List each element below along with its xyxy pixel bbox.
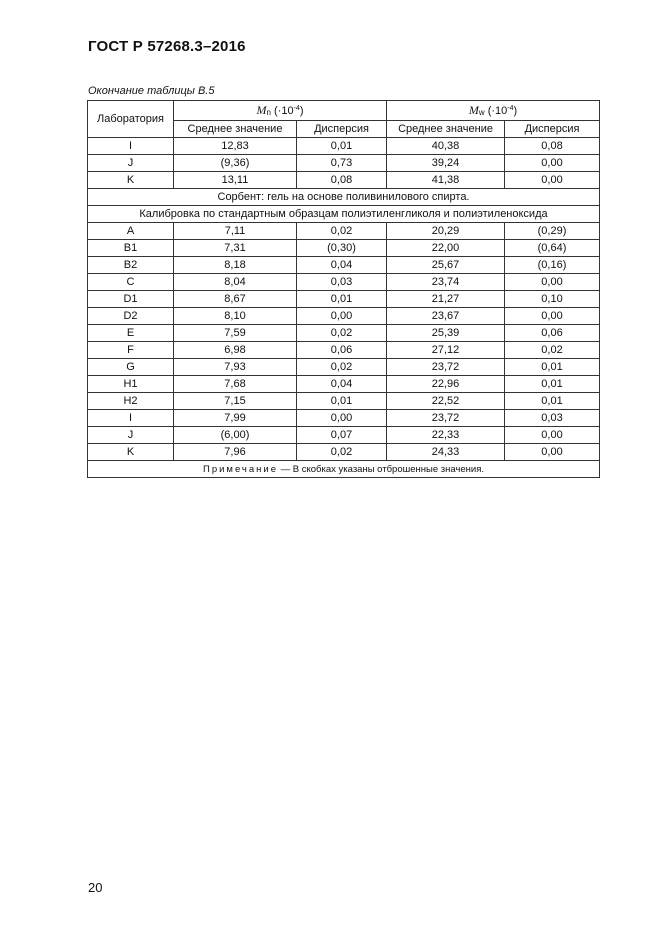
cell-mn-mean: 6,98: [174, 342, 297, 359]
cell-mw-variance: 0,00: [505, 308, 600, 325]
cell-mw-variance: 0,10: [505, 291, 600, 308]
cell-mw-mean: 41,38: [387, 172, 505, 189]
cell-mn-mean: 12,83: [174, 138, 297, 155]
cell-laboratory: A: [88, 223, 174, 240]
cell-laboratory: H2: [88, 393, 174, 410]
cell-mn-variance: 0,73: [297, 155, 387, 172]
table-row: [88, 376, 600, 393]
cell-mn-variance: 0,02: [297, 359, 387, 376]
cell-mn-variance: 0,01: [297, 138, 387, 155]
cell-mn-variance: 0,08: [297, 172, 387, 189]
cell-laboratory: I: [88, 410, 174, 427]
cell-mw-variance: (0,29): [505, 223, 600, 240]
mn-subscript: n: [266, 108, 271, 117]
cell-mn-mean: 7,15: [174, 393, 297, 410]
subheader-mw-variance: Дисперсия: [505, 121, 600, 138]
table-row: [88, 342, 600, 359]
cell-laboratory: D1: [88, 291, 174, 308]
cell-mn-mean: 8,67: [174, 291, 297, 308]
cell-mw-mean: 39,24: [387, 155, 505, 172]
subheader-mw-mean: Среднее значение: [387, 121, 505, 138]
table-row: [88, 223, 600, 240]
cell-mw-variance: 0,00: [505, 427, 600, 444]
header-laboratory: Лаборатория: [88, 101, 174, 138]
cell-mw-variance: 0,02: [505, 342, 600, 359]
cell-mw-variance: 0,03: [505, 410, 600, 427]
cell-mw-mean: 22,00: [387, 240, 505, 257]
cell-mn-variance: 0,02: [297, 444, 387, 461]
cell-mn-variance: 0,02: [297, 223, 387, 240]
mw-factor-open: (·10: [484, 105, 508, 117]
cell-mn-mean: 8,18: [174, 257, 297, 274]
cell-mn-mean: (9,36): [174, 155, 297, 172]
cell-laboratory: B1: [88, 240, 174, 257]
cell-mw-mean: 22,52: [387, 393, 505, 410]
cell-mw-mean: 21,27: [387, 291, 505, 308]
document-header: ГОСТ Р 57268.3–2016: [88, 38, 246, 55]
cell-mw-mean: 23,67: [387, 308, 505, 325]
cell-mw-mean: 40,38: [387, 138, 505, 155]
cell-mn-mean: 13,11: [174, 172, 297, 189]
cell-mw-variance: 0,01: [505, 376, 600, 393]
mn-factor-close: ): [299, 105, 304, 117]
cell-mn-mean: 8,10: [174, 308, 297, 325]
cell-mw-mean: 23,72: [387, 359, 505, 376]
cell-laboratory: K: [88, 444, 174, 461]
cell-mn-mean: 8,04: [174, 274, 297, 291]
cell-mn-variance: 0,00: [297, 410, 387, 427]
cell-mw-mean: 24,33: [387, 444, 505, 461]
cell-mw-variance: (0,64): [505, 240, 600, 257]
cell-mn-mean: 7,11: [174, 223, 297, 240]
page-number: 20: [88, 880, 103, 895]
table-row: [88, 257, 600, 274]
table-row: [88, 240, 600, 257]
cell-mn-variance: 0,03: [297, 274, 387, 291]
cell-mn-variance: (0,30): [297, 240, 387, 257]
table-row: [88, 172, 600, 189]
cell-mw-mean: 20,29: [387, 223, 505, 240]
section-sorbent-line: Сорбент: гель на основе поливинилового спирта.: [88, 189, 600, 206]
cell-mn-variance: 0,00: [297, 308, 387, 325]
cell-mw-variance: 0,00: [505, 444, 600, 461]
table-row: [88, 308, 600, 325]
note-label: Примечание: [203, 463, 278, 475]
cell-laboratory: K: [88, 172, 174, 189]
cell-mw-variance: 0,00: [505, 274, 600, 291]
table-caption: Окончание таблицы В.5: [88, 85, 215, 97]
header-mw: [387, 101, 600, 121]
table-row: [88, 155, 600, 172]
cell-mn-variance: 0,02: [297, 325, 387, 342]
mw-subscript: w: [478, 108, 485, 117]
cell-mw-variance: (0,16): [505, 257, 600, 274]
cell-mw-variance: 0,08: [505, 138, 600, 155]
cell-mn-variance: 0,04: [297, 376, 387, 393]
table-row: [88, 427, 600, 444]
mn-exponent: -4: [293, 105, 300, 112]
cell-mw-variance: 0,00: [505, 172, 600, 189]
cell-mw-variance: 0,01: [505, 359, 600, 376]
cell-laboratory: D2: [88, 308, 174, 325]
cell-mn-mean: 7,99: [174, 410, 297, 427]
cell-mn-variance: 0,04: [297, 257, 387, 274]
cell-mn-mean: 7,59: [174, 325, 297, 342]
table-row: [88, 410, 600, 427]
cell-mw-mean: 25,39: [387, 325, 505, 342]
cell-mn-mean: 7,93: [174, 359, 297, 376]
cell-mw-mean: 22,33: [387, 427, 505, 444]
table-note: [88, 461, 600, 478]
mn-factor-open: (·10: [270, 105, 294, 117]
cell-laboratory: I: [88, 138, 174, 155]
results-table: [87, 100, 600, 478]
section-calibration-line: Калибровка по стандартным образцам полиэтиленгликоля и полиэтиленоксида: [88, 206, 600, 223]
cell-laboratory: F: [88, 342, 174, 359]
table-row: [88, 291, 600, 308]
cell-laboratory: H1: [88, 376, 174, 393]
subheader-mn-variance: Дисперсия: [297, 121, 387, 138]
table-row: [88, 274, 600, 291]
cell-laboratory: B2: [88, 257, 174, 274]
cell-mn-variance: 0,01: [297, 393, 387, 410]
cell-mn-variance: 0,07: [297, 427, 387, 444]
mw-symbol: M: [468, 103, 479, 117]
header-mn: [174, 101, 387, 121]
cell-laboratory: J: [88, 155, 174, 172]
cell-mn-variance: 0,01: [297, 291, 387, 308]
mn-symbol: M: [256, 103, 267, 117]
cell-mw-mean: 23,72: [387, 410, 505, 427]
table-row: [88, 138, 600, 155]
cell-mn-mean: 7,68: [174, 376, 297, 393]
cell-mn-mean: 7,96: [174, 444, 297, 461]
mw-factor-close: ): [513, 105, 518, 117]
cell-laboratory: C: [88, 274, 174, 291]
cell-laboratory: E: [88, 325, 174, 342]
table-row: [88, 325, 600, 342]
cell-mn-variance: 0,06: [297, 342, 387, 359]
cell-mw-mean: 25,67: [387, 257, 505, 274]
cell-mw-mean: 27,12: [387, 342, 505, 359]
subheader-mn-mean: Среднее значение: [174, 121, 297, 138]
cell-mw-mean: 22,96: [387, 376, 505, 393]
cell-mw-variance: 0,01: [505, 393, 600, 410]
table-row: [88, 444, 600, 461]
table-row: [88, 393, 600, 410]
cell-mw-variance: 0,00: [505, 155, 600, 172]
mw-exponent: -4: [507, 105, 514, 112]
note-text: — В скобках указаны отброшенные значения.: [278, 463, 485, 475]
table-row: [88, 359, 600, 376]
cell-mw-mean: 23,74: [387, 274, 505, 291]
cell-mw-variance: 0,06: [505, 325, 600, 342]
cell-mn-mean: (6,00): [174, 427, 297, 444]
cell-laboratory: J: [88, 427, 174, 444]
cell-mn-mean: 7,31: [174, 240, 297, 257]
cell-laboratory: G: [88, 359, 174, 376]
